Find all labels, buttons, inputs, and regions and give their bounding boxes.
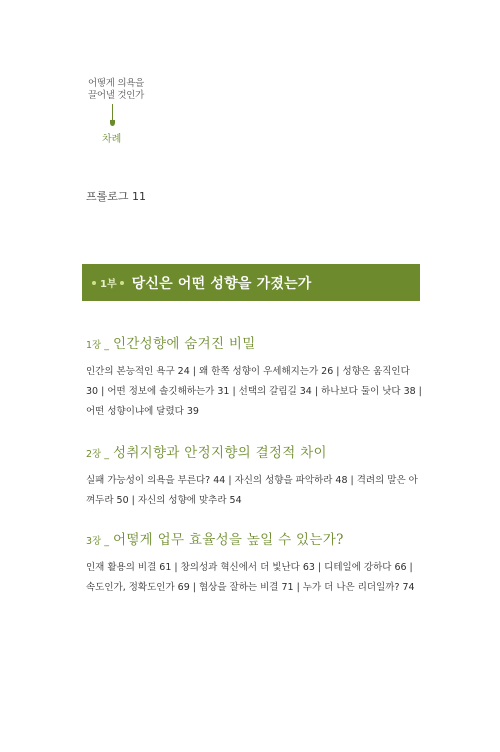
chapter-entry-line: 인간의 본능적인 욕구 24 | 왜 한쪽 성향이 우세해지는가 26 | 성향은 움직인다 <box>86 366 410 377</box>
chapter-title: 어떻게 업무 효율성을 높일 수 있는가? <box>113 532 344 548</box>
decorative-stem <box>112 104 113 120</box>
toc-label: 차례 <box>102 134 122 145</box>
leaf-drop-icon <box>110 120 115 126</box>
chapter-2[interactable] <box>86 441 426 511</box>
chapter-entry-line: 껴두라 50 | 자신의 성향에 맞추라 54 <box>86 495 242 506</box>
chapter-entry-line: 30 | 어떤 정보에 솔깃해하는가 31 | 선택의 갈림길 34 | 하나보다 둘이 낫다 38 | <box>86 386 422 397</box>
book-header <box>88 78 228 145</box>
bullet-dot-icon <box>92 281 96 285</box>
chapter-entry-line: 어떤 성향이냐에 달렸다 39 <box>86 406 199 417</box>
chapter-title: 인간성향에 숨겨진 비밀 <box>113 336 256 352</box>
book-title-line-1: 어떻게 의욕을 <box>88 78 144 89</box>
part-title: 당신은 어떤 성향을 가졌는가 <box>131 275 312 292</box>
chapter-title: 성취지향과 안정지향의 결정적 차이 <box>113 445 327 461</box>
chapter-entry-line: 인재 활용의 비결 61 | 창의성과 혁신에서 더 빛난다 63 | 디테일에 강하다 66 | <box>86 562 413 573</box>
chapter-entry-line: 속도인가, 정확도인가 69 | 협상을 잘하는 비결 71 | 누가 더 나은 리더일까? 74 <box>86 582 415 593</box>
prologue-entry[interactable]: 프롤로그 11 <box>86 190 146 203</box>
chapter-1[interactable] <box>86 332 426 422</box>
bullet-dot-icon <box>120 281 124 285</box>
chapter-3[interactable] <box>86 528 426 598</box>
book-title-line-2: 끌어낼 것인가 <box>88 90 144 101</box>
chapter-number: 2장 _ <box>86 449 109 460</box>
chapter-number: 1장 _ <box>86 340 109 351</box>
part-number: 1부 <box>100 279 117 290</box>
part-banner[interactable] <box>82 264 420 301</box>
chapter-entry-line: 실패 가능성이 의욕을 부른다? 44 | 자신의 성향을 파악하라 48 | 격려의 말은 아 <box>86 475 418 486</box>
chapter-number: 3장 _ <box>86 536 109 547</box>
